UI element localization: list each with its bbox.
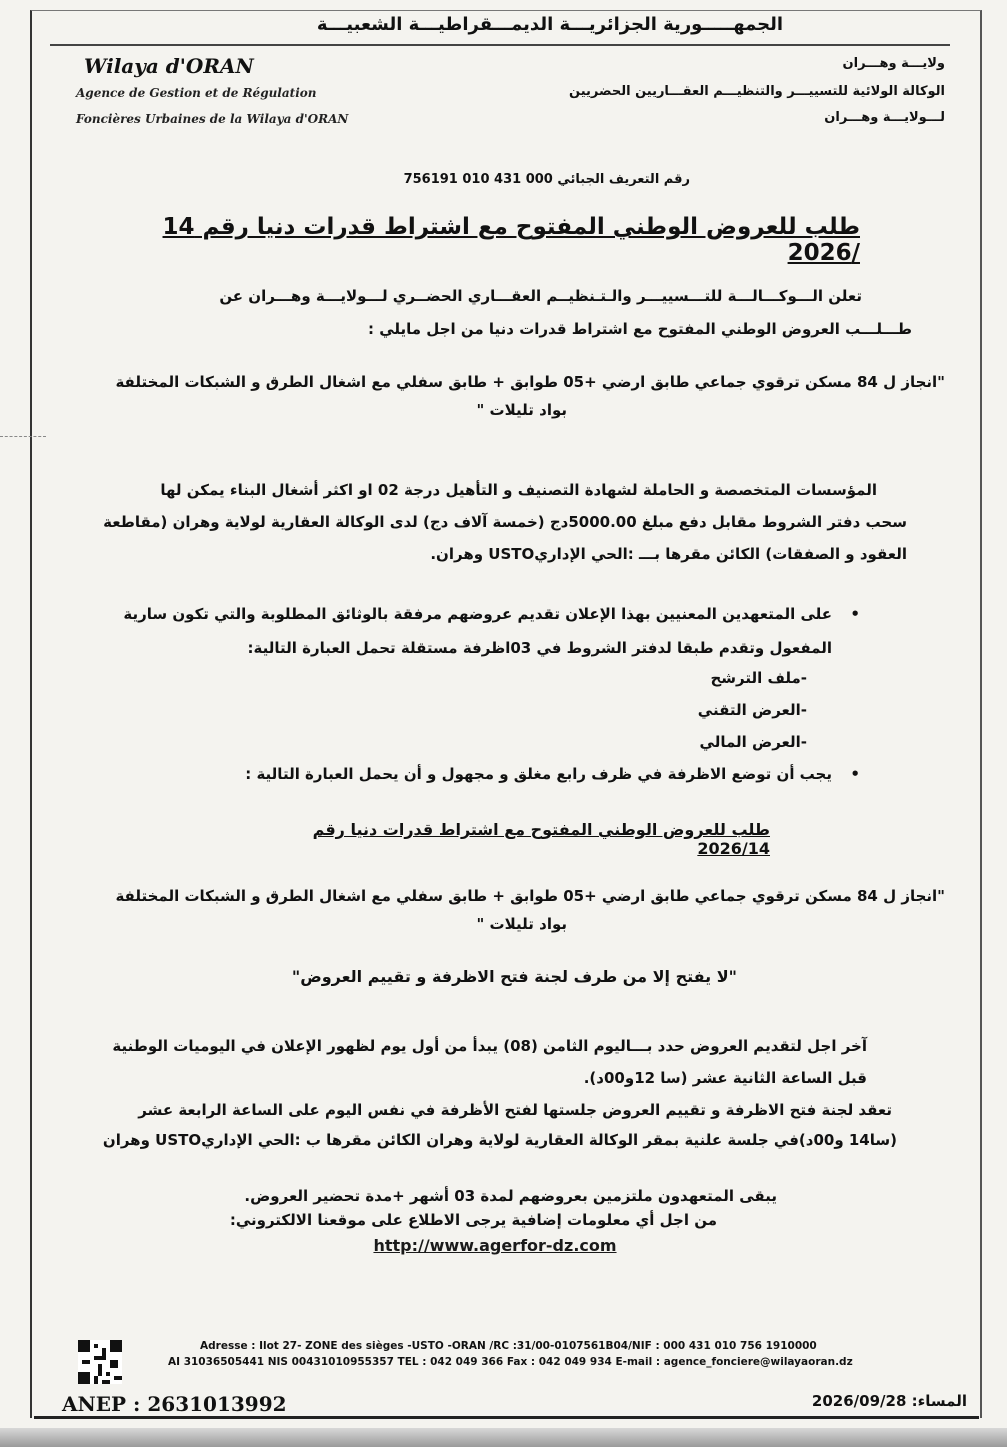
opening-line-1: تعقد لجنة فتح الاظرفة و تقييم العروض جلستها لفتح الأظرفة في نفس اليوم على الساعة الرابعة عشر <box>138 1101 892 1119</box>
bottom-rule <box>34 1416 979 1419</box>
bullet-outer-envelope: • يجب أن توضع الاظرفة في ظرف رابع مغلق و مجهول و أن يحمل العبارة التالية : <box>72 758 832 791</box>
agency-name-fr-line1: Agence de Gestion et de Régulation <box>76 86 317 100</box>
opening-line-2: (سا14 و00د)في جلسة علنية بمقر الوكالة العقارية لولاية وهران الكائن مقرها ب :الحي الإداريUSTO وهران <box>102 1131 897 1149</box>
scan-edge <box>0 1428 1007 1447</box>
intro-line-1: تعلن الـــوكـــالـــة للتـــسييـــر والـتـنظيــم العقـــاري الحضــري لـــولايـــة وهـــران عن <box>219 287 862 305</box>
envelope-candidacy: -ملف الترشح <box>710 669 807 687</box>
validity-line: يبقى المتعهدون ملتزمين بعروضهم لمدة 03 أشهر +مدة تحضير العروض. <box>244 1187 777 1205</box>
tender-title: طلب للعروض الوطني المفتوح مع اشتراط قدرات دنيا رقم 14 /2026 <box>162 214 860 266</box>
footer-contacts: AI 31036505441 NIS 00431010955357 TEL : 042 049 366 Fax : 042 049 934 E-mail : agence_fonciere@wilayaoran.dz <box>168 1356 853 1368</box>
eligibility-line-2: سحب دفتر الشروط مقابل دفع مبلغ 5000.00دج (خمسة آلاف دج) لدى الوكالة العقارية لولاية وهران (مقاطعة <box>103 513 907 531</box>
project-line-1: "انجاز ل 84 مسكن ترقوي جماعي طابق ارضي +05 طوابق + طابق سفلي مع اشغال الطرق و الشبكات المختلفة <box>115 373 945 391</box>
website-link[interactable]: http://www.agerfor-dz.com <box>373 1236 617 1255</box>
project-line-2: بواد تليلات " <box>476 401 567 419</box>
eligibility-line-3: العقود و الصفقات) الكائن مقرها بـــ :الحي الإداريUSTO وهران. <box>430 545 907 563</box>
wilaya-title-fr: Wilaya d'ORAN <box>84 54 254 78</box>
more-info-line: من اجل أي معلومات إضافية يرجى الاطلاع على موقعنا الالكتروني: <box>229 1211 717 1229</box>
envelope-label-title: طلب للعروض الوطني المفتوح مع اشتراط قدرات دنيا رقم 2026/14 <box>312 820 770 858</box>
deadline-line-1: آخر اجل لتقديم العروض حدد بـــاليوم الثامن (08) يبدأ من أول يوم لظهور الإعلان في اليوميات الوطنية <box>112 1037 867 1055</box>
agency-name-fr-line2: Foncières Urbaines de la Wilaya d'ORAN <box>76 112 349 126</box>
agency-wilaya-ar: لـــولايـــة وهـــران <box>824 110 945 125</box>
project2-line-2: بواد تليلات " <box>476 915 567 933</box>
footer-address: Adresse : Ilot 27- ZONE des sièges -USTO -ORAN /RC :31/00-0107561B04/NIF : 000 431 010 756 1910000 <box>200 1340 817 1352</box>
agency-name-ar: الوكالة الولائية للتسييـــر والتنظيـــم العقـــاريين الحضريين <box>569 84 945 99</box>
bullet-submission-line-2: المفعول وتقدم طبقا لدفتر الشروط في 03اظرفة مستقلة تحمل العبارة التالية: <box>247 639 832 657</box>
project2-line-1: "انجاز ل 84 مسكن ترقوي جماعي طابق ارضي +05 طوابق + طابق سفلي مع اشغال الطرق و الشبكات المختلفة <box>115 887 945 905</box>
wilaya-title-ar: ولايـــة وهـــران <box>842 56 945 71</box>
header-rule <box>50 44 950 46</box>
publication-date: المساء: 2026/09/28 <box>811 1392 967 1410</box>
bullet-submission: • على المتعهدين المعنيين بهذا الإعلان تقديم عروضهم مرفقة بالوثائق المطلوبة والتي تكون سارية <box>72 598 832 631</box>
fiscal-id: رقم التعريف الجبائي 000 431 010 756191 <box>403 172 690 187</box>
qr-code-icon <box>78 1340 122 1384</box>
anep-number: ANEP : 2631013992 <box>62 1392 287 1416</box>
do-not-open-notice: "لا يفتح إلا من طرف لجنة فتح الاظرفة و تقييم العروض" <box>291 967 737 986</box>
envelope-technical: -العرض التقني <box>697 701 807 719</box>
eligibility-line-1: المؤسسات المتخصصة و الحاملة لشهادة التصنيف و التأهيل درجة 02 او اكثر أشغال البناء يمكن لها <box>160 481 877 499</box>
intro-line-2: طـــلـــب العروض الوطني المفتوح مع اشتراط قدرات دنيا من اجل مايلي : <box>368 320 912 338</box>
fold-mark <box>0 436 46 437</box>
envelope-financial: -العرض المالي <box>699 733 807 751</box>
deadline-line-2: قبل الساعة الثانية عشر (سا 12و00د). <box>583 1069 867 1087</box>
republic-header: الجمهـــــورية الجزائريـــة الديمـــقراطيـــة الشعبيـــة <box>316 14 784 35</box>
